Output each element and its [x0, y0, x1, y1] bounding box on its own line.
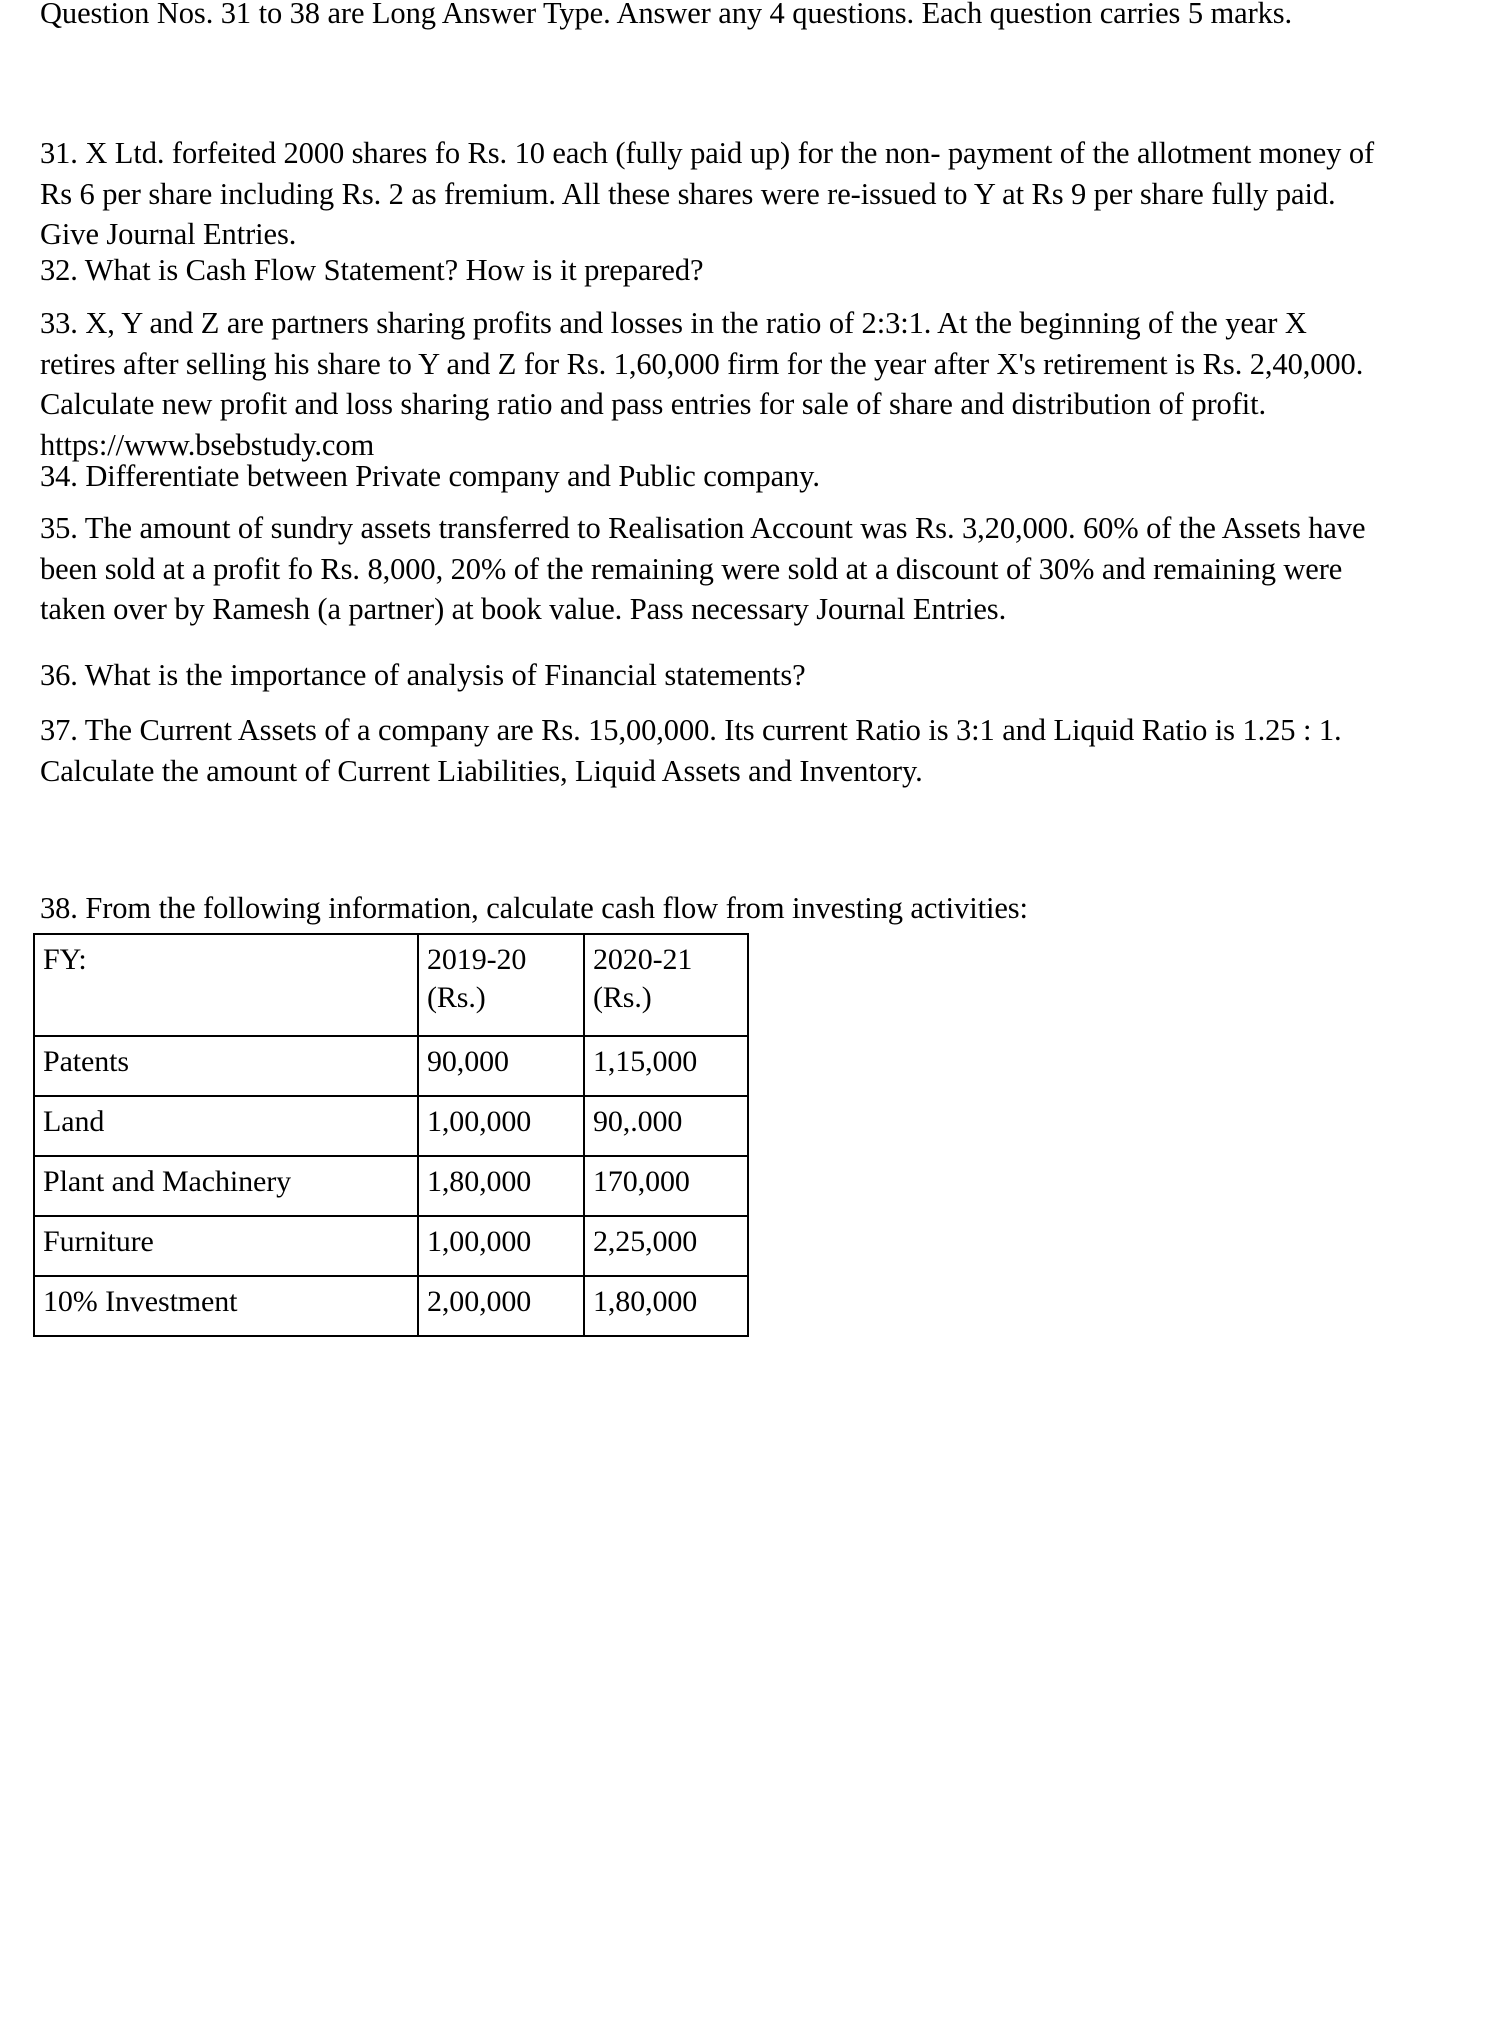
- question-38: 38. From the following information, calculate cash flow from investing activities:: [40, 891, 1028, 925]
- investing-activities-table-wrapper: [33, 933, 698, 1337]
- table-header-row: [34, 934, 748, 1036]
- table-cell-2019-20: 1,00,000: [418, 1216, 584, 1276]
- table-cell-2019-20: 90,000: [418, 1036, 584, 1096]
- investing-activities-table: [33, 933, 749, 1337]
- table-cell-2020-21: 1,15,000: [584, 1036, 748, 1096]
- table-header-2019-20-unit: (Rs.): [427, 980, 486, 1014]
- table-cell-2020-21: 2,25,000: [584, 1216, 748, 1276]
- table-row: [34, 1156, 748, 1216]
- table-cell-item: Land: [34, 1096, 418, 1156]
- question-33: 33. X, Y and Z are partners sharing profits and losses in the ratio of 2:3:1. At the beginning of the year X retires after selling his share to Y and Z for Rs. 1,60,000 firm for the year after X's retirement is Rs. 2,40,000. Calculate new profit and loss sharing ratio and pass entries for sale of share and distribution of profit. https://www.bsebstudy.com: [40, 306, 1364, 462]
- table-cell-2020-21: 1,80,000: [584, 1276, 748, 1336]
- table-header-fy-label: FY:: [43, 943, 87, 976]
- table-cell-item: Patents: [34, 1036, 418, 1096]
- table-row: [34, 1096, 748, 1156]
- table-row: [34, 1276, 748, 1336]
- table-header-2019-20-year: 2019-20: [427, 943, 527, 976]
- table-cell-2019-20: 1,80,000: [418, 1156, 584, 1216]
- table-row: [34, 1036, 748, 1096]
- question-31: 31. X Ltd. forfeited 2000 shares fo Rs. 10 each (fully paid up) for the non- payment of the allotment money of Rs 6 per share including Rs. 2 as fremium. All these shares were re-issued to Y at Rs 9 per share fully paid. Give Journal Entries.: [40, 136, 1375, 252]
- table-cell-2020-21: 90,.000: [584, 1096, 748, 1156]
- table-header-2020-21-year: 2020-21: [593, 943, 693, 976]
- question-32: 32. What is Cash Flow Statement? How is it prepared?: [40, 253, 704, 287]
- table-header-2020-21-unit: (Rs.): [593, 980, 652, 1014]
- table-header-fy: [34, 934, 418, 1036]
- question-37: 37. The Current Assets of a company are Rs. 15,00,000. Its current Ratio is 3:1 and Liquid Ratio is 1.25 : 1. Calculate the amount of Current Liabilities, Liquid Assets and Inventory.: [40, 713, 1342, 788]
- question-36: 36. What is the importance of analysis of Financial statements?: [40, 658, 806, 692]
- instruction-paragraph: Question Nos. 31 to 38 are Long Answer Type. Answer any 4 questions. Each question carries 5 marks.: [40, 0, 1293, 30]
- table-cell-2020-21: 170,000: [584, 1156, 748, 1216]
- table-cell-item: 10% Investment: [34, 1276, 418, 1336]
- table-row: [34, 1216, 748, 1276]
- question-34: 34. Differentiate between Private company and Public company.: [40, 459, 820, 493]
- table-cell-item: Plant and Machinery: [34, 1156, 418, 1216]
- table-cell-2019-20: 2,00,000: [418, 1276, 584, 1336]
- table-header-2020-21: [584, 934, 748, 1036]
- question-35: 35. The amount of sundry assets transferred to Realisation Account was Rs. 3,20,000. 60% of the Assets have been sold at a profit fo Rs. 8,000, 20% of the remaining were sold at a discount of 30% and remaining were taken over by Ramesh (a partner) at book value. Pass necessary Journal Entries.: [40, 511, 1366, 627]
- table-header-2019-20: [418, 934, 584, 1036]
- table-cell-2019-20: 1,00,000: [418, 1096, 584, 1156]
- table-cell-item: Furniture: [34, 1216, 418, 1276]
